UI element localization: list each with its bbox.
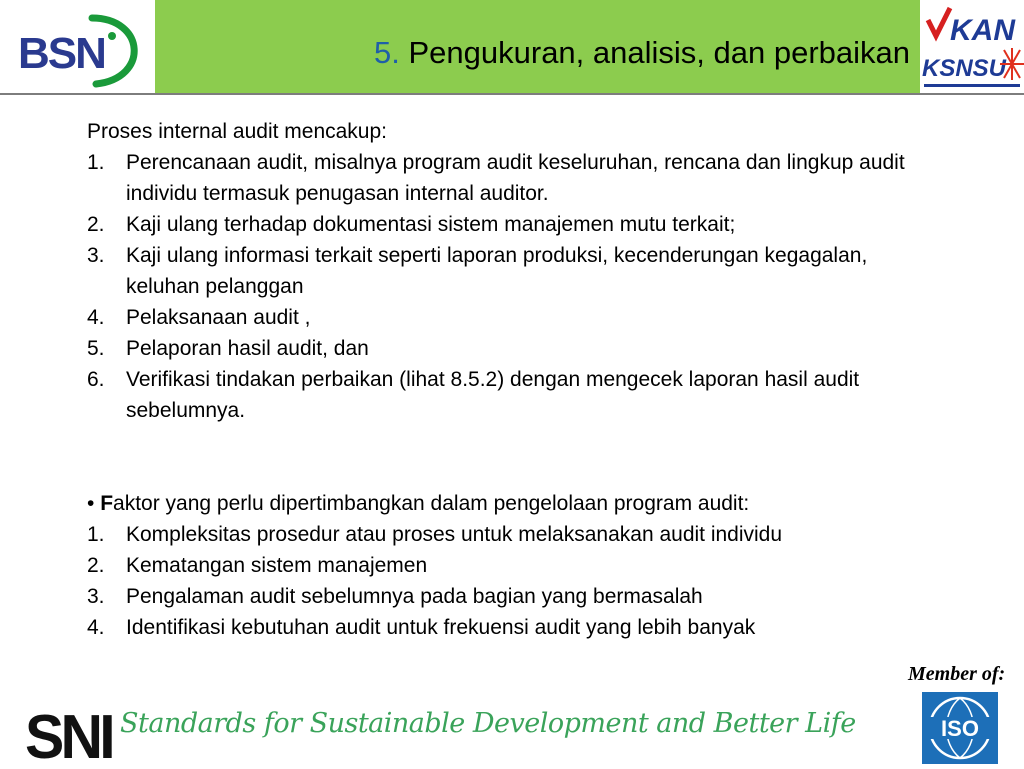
list-number: 4.: [87, 306, 105, 329]
list-number: 3.: [87, 585, 105, 608]
section1-intro: Proses internal audit mencakup:: [87, 120, 387, 143]
header-divider: [0, 93, 1024, 95]
section2-list: [87, 519, 917, 643]
list-number: 1.: [87, 523, 105, 546]
list-text: Kaji ulang informasi terkait seperti laporan produksi, kecenderungan kegagalan, keluhan pelanggan: [126, 244, 868, 298]
list-number: 2.: [87, 213, 105, 236]
list-item: [87, 333, 917, 364]
kan-logo-text: KAN: [950, 14, 1015, 47]
section1-list: [87, 147, 917, 426]
title-text: Pengukuran, analisis, dan perbaikan: [399, 35, 910, 70]
bullet-icon: •: [87, 492, 95, 515]
list-number: 1.: [87, 151, 105, 174]
list-number: 3.: [87, 244, 105, 267]
list-text: Verifikasi tindakan perbaikan (lihat 8.5.2) dengan mengecek laporan hasil audit sebelumnya.: [126, 368, 860, 422]
kan-ksnsu-logo: [920, 0, 1024, 95]
bsn-logo-graphic: [0, 0, 155, 95]
member-of-label: Member of:: [908, 663, 1006, 685]
list-item: [87, 612, 917, 643]
list-item: [87, 147, 917, 209]
list-text: Identifikasi kebutuhan audit untuk frekuensi audit yang lebih banyak: [126, 616, 756, 639]
iso-logo: [922, 692, 998, 764]
slide-body: [87, 116, 917, 643]
sni-logo-text: SNI: [25, 702, 112, 762]
list-number: 5.: [87, 337, 105, 360]
page-title: [374, 34, 910, 72]
list-item: [87, 302, 917, 333]
list-number: 4.: [87, 616, 105, 639]
list-item: [87, 581, 917, 612]
sni-logo: [25, 702, 113, 762]
list-number: 6.: [87, 368, 105, 391]
section2-intro-text: aktor yang perlu dipertimbangkan dalam pengelolaan program audit:: [113, 492, 750, 515]
list-item: [87, 550, 917, 581]
list-number: 2.: [87, 554, 105, 577]
spacer: [87, 426, 917, 488]
list-text: Pelaksanaan audit ,: [126, 306, 311, 329]
list-text: Kaji ulang terhadap dokumentasi sistem manajemen mutu terkait;: [126, 213, 736, 236]
slide-header: [0, 0, 1024, 95]
sni-logo-graphic: [25, 702, 113, 762]
footer-tagline: Standards for Sustainable Development and Better Life: [120, 708, 856, 739]
bsn-logo: [0, 0, 155, 95]
list-text: Perencanaan audit, misalnya program audit keseluruhan, rencana dan lingkup audit individu termasuk penugasan internal auditor.: [126, 151, 905, 205]
section2-first-letter: F: [100, 492, 114, 515]
section2-intro: [87, 488, 917, 519]
bsn-logo-text: BSN: [18, 29, 105, 78]
kan-logo-graphic: [920, 0, 1024, 95]
title-band: [155, 0, 920, 95]
list-item: [87, 240, 917, 302]
iso-logo-graphic: [922, 692, 998, 764]
list-text: Kompleksitas prosedur atau proses untuk melaksanakan audit individu: [126, 523, 783, 546]
list-item: [87, 364, 917, 426]
list-text: Kematangan sistem manajemen: [126, 554, 428, 577]
list-text: Pelaporan hasil audit, dan: [126, 337, 369, 360]
list-text: Pengalaman audit sebelumnya pada bagian yang bermasalah: [126, 585, 703, 608]
title-number: 5.: [374, 35, 400, 70]
ksnsu-logo-text: KSNSU: [922, 55, 1007, 82]
list-item: [87, 209, 917, 240]
list-item: [87, 519, 917, 550]
iso-logo-text: ISO: [941, 716, 979, 741]
